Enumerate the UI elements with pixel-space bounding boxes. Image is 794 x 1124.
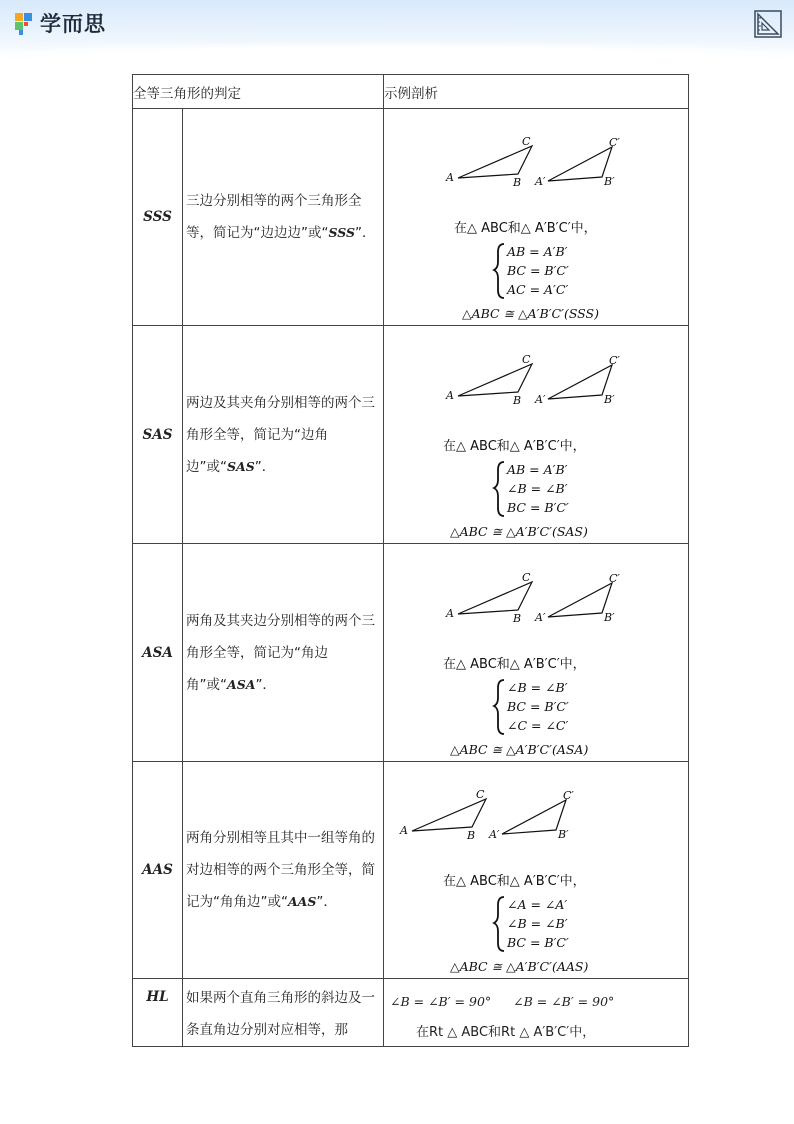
description-text: 两边及其夹角分别相等的两个三角形全等，简记为“边角边”或“ [186, 394, 375, 475]
example-figure [384, 548, 687, 758]
label-b: B [467, 829, 476, 842]
label-b: B [513, 393, 522, 407]
header-band [0, 0, 794, 62]
label-c-prime: C′ [609, 136, 620, 149]
hl-right-angle-2: ∠B = ∠B′ = 90° [513, 993, 615, 1009]
criterion-name: AAS [133, 762, 183, 979]
description-text: 三边分别相等的两个三角形全等，简记为“边边边”或“ [186, 193, 362, 241]
label-c-prime: C′ [609, 353, 620, 367]
example-intro: 在△ ABC和△ A′B′C′中， [443, 656, 586, 672]
criterion-description: 如果两个直角三角形的斜边及一条直角边分别对应相等，那 [183, 979, 384, 1047]
condition-1: ∠B = ∠B′ [507, 679, 568, 695]
description-abbrev: SSS [328, 225, 356, 240]
description-text: 两角分别相等且其中一组等角的对边相等的两个三角形全等，简记为“角角边”或“ [186, 830, 375, 910]
hl-right-angle-1: ∠B = ∠B′ = 90° [390, 993, 492, 1009]
label-a: A [446, 388, 454, 402]
example-cell [384, 109, 689, 326]
condition-1: ∠A = ∠A′ [507, 897, 568, 912]
example-intro: 在△ ABC和△ A′B′C′中， [443, 874, 586, 889]
condition-3: ∠C = ∠C′ [507, 717, 569, 733]
system-brace [494, 244, 504, 298]
table-row-hl [133, 979, 689, 1047]
brand-logo [12, 8, 106, 38]
description-end: ”． [255, 676, 276, 693]
table-header-row [133, 75, 689, 109]
example-figure [384, 330, 687, 540]
label-c-prime: C′ [609, 571, 620, 585]
condition-3: BC = B′C′ [507, 935, 569, 950]
triangle-abc [412, 799, 486, 831]
label-a-prime: A′ [535, 175, 546, 188]
example-conclusion: △ABC ≅ △A′B′C′(ASA) [450, 741, 589, 757]
condition-2: ∠B = ∠B′ [507, 480, 568, 496]
label-a-prime: A′ [535, 392, 546, 406]
label-b-prime: B′ [604, 610, 615, 624]
condition-3: AC = A′C′ [507, 282, 569, 297]
triangle-abc-prime [502, 800, 566, 834]
example-figure [384, 112, 687, 322]
label-c: C [522, 352, 531, 366]
triangle-abc-prime [548, 583, 612, 617]
triangle-abc-prime [548, 365, 612, 399]
label-c: C [522, 570, 531, 584]
condition-2: BC = B′C′ [507, 698, 569, 714]
criterion-name: HL [133, 979, 183, 1047]
label-c: C [522, 135, 531, 148]
label-a: A [400, 824, 408, 837]
system-brace [494, 462, 504, 516]
label-a: A [446, 171, 454, 184]
label-a: A [446, 606, 454, 620]
criterion-description [183, 326, 384, 544]
label-c: C [476, 788, 485, 801]
condition-3: BC = B′C′ [507, 499, 569, 515]
criterion-name: SSS [133, 109, 183, 326]
example-cell [384, 326, 689, 544]
example-cell [384, 979, 689, 1047]
label-b: B [513, 176, 522, 189]
label-a-prime: A′ [489, 828, 500, 841]
table-row [133, 109, 689, 326]
system-brace [494, 680, 504, 734]
criterion-name: ASA [133, 544, 183, 762]
criterion-description [183, 544, 384, 762]
table-row [133, 544, 689, 762]
hl-intro: 在Rt △ ABC和Rt △ A′B′C′中， [416, 1024, 596, 1040]
description-text: 两角及其夹边分别相等的两个三角形全等，简记为“角边角”或“ [186, 612, 375, 693]
description-abbrev: ASA [227, 676, 256, 692]
table-row [133, 762, 689, 979]
triangle-abc [458, 364, 532, 396]
example-figure [384, 765, 687, 975]
description-end: ”． [355, 225, 376, 241]
label-a-prime: A′ [535, 610, 546, 624]
brand-name: 学而思 [40, 12, 106, 36]
criterion-name: SAS [133, 326, 183, 544]
description-abbrev: AAS [287, 894, 317, 909]
condition-2: ∠B = ∠B′ [507, 916, 568, 931]
triangle-abc-prime [548, 147, 612, 181]
condition-1: AB = A′B′ [507, 461, 568, 477]
criterion-description [183, 109, 384, 326]
table-row [133, 326, 689, 544]
example-cell [384, 762, 689, 979]
header-criteria: 全等三角形的判定 [133, 75, 384, 109]
criterion-description [183, 762, 384, 979]
example-conclusion: △ABC ≅ △A′B′C′(SAS) [450, 523, 588, 539]
condition-2: BC = B′C′ [507, 263, 569, 278]
example-conclusion: △ABC ≅ △A′B′C′(AAS) [450, 959, 589, 974]
label-b-prime: B′ [604, 392, 615, 406]
label-c-prime: C′ [563, 789, 574, 802]
example-conclusion: △ABC ≅ △A′B′C′(SSS) [462, 306, 599, 321]
example-intro: 在△ ABC和△ A′B′C′中， [443, 438, 586, 454]
system-brace [494, 897, 504, 951]
triangle-abc [458, 146, 532, 178]
ruler-triangle-icon [754, 10, 782, 38]
description-end: ”． [316, 894, 337, 910]
description-end: ”． [254, 458, 276, 475]
label-b: B [513, 611, 522, 625]
brand-logo-icon [12, 10, 38, 36]
condition-1: AB = A′B′ [507, 244, 568, 259]
header-examples: 示例剖析 [384, 75, 689, 109]
triangle-abc [458, 582, 532, 614]
example-intro: 在△ ABC和△ A′B′C′中， [454, 221, 597, 236]
congruence-criteria-table [132, 74, 689, 1047]
label-b-prime: B′ [604, 175, 615, 188]
label-b-prime: B′ [558, 828, 569, 841]
description-abbrev: SAS [227, 458, 255, 474]
example-cell [384, 544, 689, 762]
